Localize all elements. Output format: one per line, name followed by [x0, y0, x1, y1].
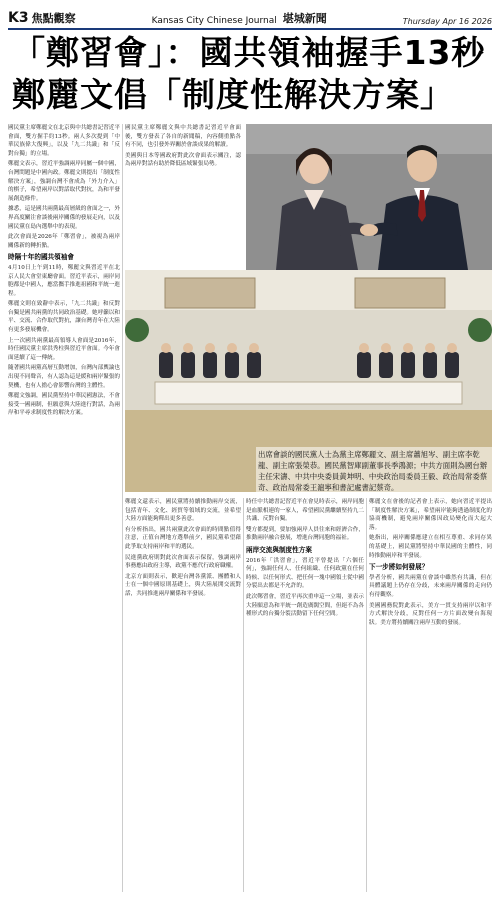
paragraph: 雙方都提到，要加強兩岸人員往來和經濟合作，推動兩岸融合發展，增進台灣同胞的福祉。 [246, 526, 364, 542]
journal-name-cn: 堪城新聞 [282, 12, 327, 25]
page-header [8, 4, 492, 30]
issue-date: Thursday Apr 16 2026 [402, 17, 492, 26]
headline [8, 32, 492, 116]
subheading: 時隔十年的國共領袖會 [8, 253, 74, 262]
page-number: K3 [8, 10, 29, 26]
paragraph: 上一次國共兩黨最高領導人會面是2016年，時任國民黨主席洪秀柱與習近平會面。今年會面延續了這一傳統。 [8, 337, 120, 361]
paragraph: 鄭麗文表示，習近平強調兩岸同屬一個中國，台灣問題是中國內政。鄭麗文則提出「制度性解決方案」，強調台灣不會成為「外力介入」的棋子，希望兩岸以對話取代對抗，為和平發展創造條件。 [8, 161, 120, 202]
headline-line-1: 「鄭習會」：國共領袖握手13秒 [12, 33, 486, 72]
handshake-illustration [246, 124, 492, 270]
paragraph: 時任中共總書記習近平在會見時表示，兩岸同胞是血脈相連的一家人，希望國民黨繼續堅持九二共識、反對台獨。 [246, 499, 364, 523]
paragraph: 此次會面是2026年「鄭習會」，被視為兩岸關係新的轉折點。 [8, 234, 120, 249]
handshake-photo [246, 124, 492, 270]
paragraph: 此次鄭習會，習近平再次重申這一立場，並表示大陸願意為和平統一創造廣闊空間，但絕不為各種形式的台獨分裂活動留下任何空間。 [246, 593, 364, 618]
column-divider [366, 498, 367, 892]
paragraph: 鄭麗文則在致辭中表示，「九二共識」和反對台獨是國共兩黨的共同政治基礎。她呼籲以和平、交流、合作取代對抗，讓台灣青年在大陸有更多發展機會。 [8, 301, 120, 334]
article-column-3 [246, 498, 364, 892]
headline-line-2: 鄭麗文倡「制度性解決方案」 [12, 75, 454, 114]
subheading: 下一步將如何發展？ [369, 563, 429, 572]
photo-caption: 出席會談的國民黨人士為黨主席鄭麗文、副主席蕭旭岑、副主席李乾龍、副主席張榮恭。國民黨智庫副董事長季鴻源；中共方面則為國台辦主任宋濤、中共中央委員黃坤明、中央政治局委員王毅、政治局常委蔡奇、政治局常委王滬寧和書記處書記蔡奇。 [256, 447, 496, 495]
paragraph: 民進黨政府則對此次會面表示保留，強調兩岸事務應由政府主導，政黨不應代行政府職權。 [125, 554, 241, 570]
paragraph: 隨著國共兩黨高層互動增加，台灣內部輿論也出現不同聲音，有人認為這是緩和兩岸緊張的契機，也有人擔心會影響台灣的主體性。 [8, 365, 120, 389]
paragraph: 4月10日上午到11時，鄭麗文與習近平在北京人民大會堂東廳會面。習近平表示，兩岸同胞都是中國人，應當攜手推進祖國和平統一進程。 [8, 264, 120, 297]
journal-name: Kansas City Chinese Journal [151, 16, 277, 26]
paragraph: 據悉，這是國共兩黨最高層級的會面之一，外界高度關注會談後兩岸關係的發展走向，以及國民黨在島內選舉中的表現。 [8, 206, 120, 230]
column-divider [122, 124, 123, 892]
article-column-2-bottom [125, 498, 241, 892]
paragraph: 鄭麗文還表示，國民黨將持續推動兩岸交流，包括青年、文化、經貿等領域的交流，並希望大陸方面能夠釋出更多善意。 [125, 499, 241, 523]
subheading: 兩岸交流與制度性方案 [246, 545, 312, 554]
paragraph: 鄭麗文在會後的記者會上表示，她向習近平提出「制度性解決方案」，希望兩岸能夠透過制度化的協商機制，避免兩岸關係因政局變化而大起大落。 [369, 499, 492, 531]
paragraph: 學者分析，國共兩黨在會談中雖然有共識，但在具體議題上仍存在分歧，未來兩岸關係的走向仍有待觀察。 [369, 574, 492, 598]
paragraph: 美國與日本等國政府對此次會面表示關注，認為兩岸對話有助於降低區域緊張局勢。 [125, 152, 241, 168]
paragraph: 鄭麗文強調，國民黨堅持中華民國憲法，不會接受一國兩制，但願意與大陸進行對話，為兩岸和平尋求制度性的解決方案。 [8, 393, 120, 417]
column-divider [243, 498, 244, 892]
article-column-4 [369, 498, 492, 892]
paragraph: 有分析指出，國共兩黨此次會面的時間點值得注意，正值台灣地方選舉前夕，國民黨希望藉此爭取支持兩岸和平的選民。 [125, 526, 241, 550]
paragraph: 她指出，兩岸關係應建立在相互尊重、求同存異的基礎上，國民黨將堅持中華民國的主體性，同時推動兩岸和平發展。 [369, 535, 492, 559]
paragraph: 2016年「洪習會」，習近平曾提出「六個任何」，強調任何人、任何組織、任何政黨在任何時候、以任何形式、把任何一塊中國領土從中國分裂出去都是不允許的。 [246, 557, 364, 590]
paragraph: 國民黨主席鄭麗文在北京與中共總書記習近平會面，雙方握手約13秒。兩人多次提到「中華民族偉大復興」，以及「九二共識」和「反對台獨」的立場。 [8, 125, 120, 157]
paragraph: 美國國務院對此表示，美方一貫支持兩岸以和平方式解決分歧，反對任何一方片面改變台海現狀。美方將持續關注兩岸互動的發展。 [369, 602, 492, 626]
masthead [152, 10, 327, 26]
page-section-label [8, 10, 76, 26]
paragraph: 北京方面則表示，歡迎台灣各黨派、團體和人士在一個中國原則基礎上，與大陸展開交流對話，共同推進兩岸關係和平發展。 [125, 573, 241, 597]
article-column-2-top [125, 124, 241, 264]
paragraph: 國民黨主席鄭麗文與中共總書記習近平會面後，雙方發表了各自的新聞稿，內容側重點各有不同，也引發外界關於會談成果的解讀。 [125, 125, 241, 149]
article-column-1 [8, 124, 120, 892]
section-title: 焦點觀察 [31, 12, 76, 25]
